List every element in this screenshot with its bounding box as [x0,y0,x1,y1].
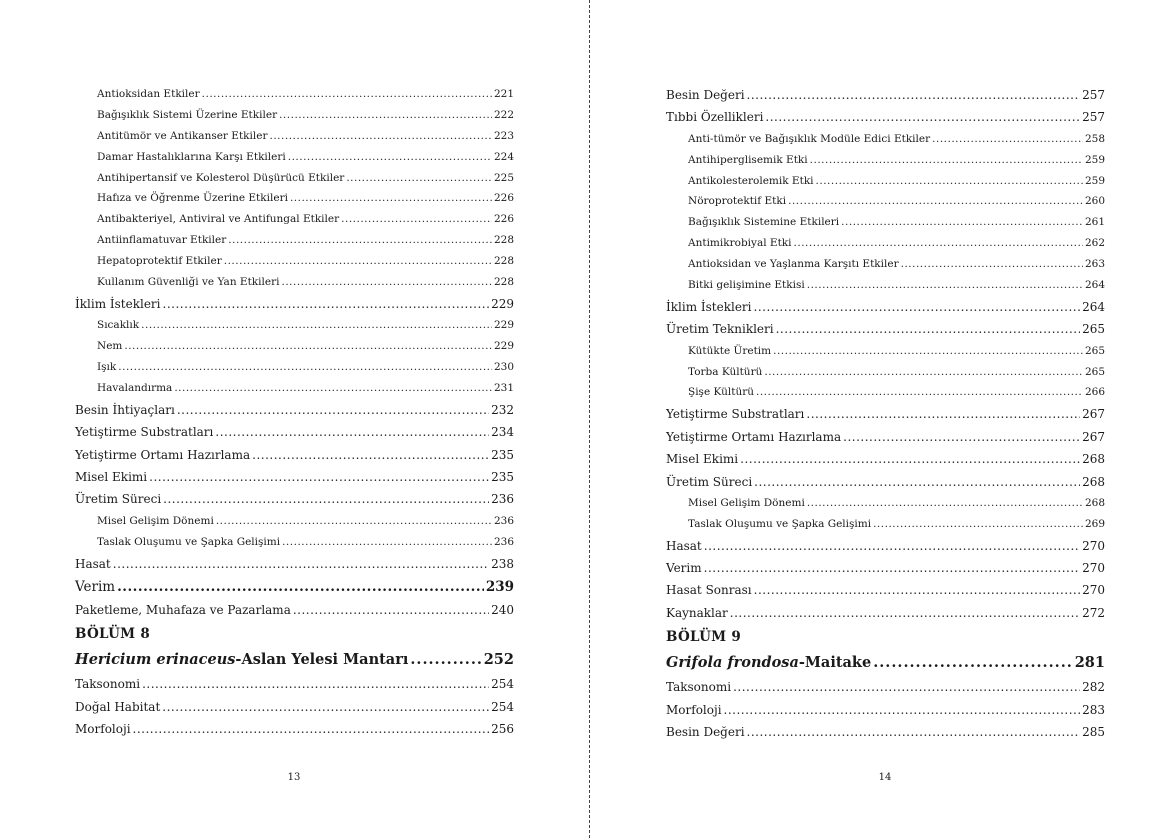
toc-list [75,84,514,741]
toc-entry[interactable]: Nöroprotektif Etki ..... 260 [666,191,1105,212]
toc-entry[interactable]: Üretim Teknikleri ..... 265 [666,318,1105,340]
common-name: -Aslan Yelesi Mantarı [235,651,409,669]
toc-entry[interactable]: Antioksidan ve Yaşlanma Karşıtı Etkiler ..... 263 [666,254,1105,275]
toc-list [666,84,1105,743]
toc-entry[interactable]: Hafıza ve Öğrenme Üzerine Etkileri ..... 226 [75,188,514,209]
toc-entry[interactable]: Taksonomi ..... 254 [75,673,514,695]
chapter-title-entry[interactable]: Grifola frondosa-Maitake ..... 281 [666,650,1105,676]
toc-entry[interactable]: Misel Ekimi ..... 268 [666,448,1105,470]
toc-entry[interactable]: Antibakteriyel, Antiviral ve Antifungal Etkiler ..... 226 [75,209,514,230]
toc-entry[interactable]: Yetiştirme Ortamı Hazırlama ..... 267 [666,426,1105,448]
toc-entry[interactable]: Hasat Sonrası ..... 270 [666,579,1105,601]
chapter-title-entry[interactable]: Hericium erinaceus-Aslan Yelesi Mantarı ..... 252 [75,647,514,673]
toc-entry[interactable]: Anti-tümör ve Bağışıklık Modüle Edici Etkiler ..... 258 [666,129,1105,150]
toc-entry[interactable]: İklim İstekleri ..... 229 [75,293,514,315]
toc-entry[interactable]: Nem ..... 229 [75,336,514,357]
page-number: 13 [287,772,301,783]
toc-entry[interactable]: Hepatoprotektif Etkiler ..... 228 [75,251,514,272]
toc-entry[interactable]: Bağışıklık Sistemi Üzerine Etkiler ..... 222 [75,105,514,126]
scientific-name: Grifola frondosa [666,654,799,672]
toc-entry[interactable]: İklim İstekleri ..... 264 [666,296,1105,318]
toc-entry[interactable]: Bitki gelişimine Etkisi ..... 264 [666,275,1105,296]
toc-entry[interactable]: Havalandırma ..... 231 [75,378,514,399]
toc-entry[interactable]: Besin Değeri ..... 285 [666,721,1105,743]
toc-entry[interactable]: Antitümör ve Antikanser Etkiler ..... 223 [75,126,514,147]
toc-entry[interactable]: Kaynaklar ..... 272 [666,602,1105,624]
toc-entry[interactable]: Verim ..... 239 [75,575,514,599]
toc-entry[interactable]: Verim ..... 270 [666,557,1105,579]
chapter-heading: BÖLÜM 8 [75,626,151,643]
toc-entry[interactable]: Kütükte Üretim ..... 265 [666,341,1105,362]
toc-entry[interactable]: Antikolesterolemik Etki ..... 259 [666,171,1105,192]
toc-entry[interactable]: Antihipertansif ve Kolesterol Düşürücü Etkiler ..... 225 [75,168,514,189]
toc-entry[interactable]: Yetiştirme Substratları ..... 267 [666,403,1105,425]
toc-entry[interactable]: Damar Hastalıklarına Karşı Etkileri ..... 224 [75,147,514,168]
toc-entry[interactable]: Taksonomi ..... 282 [666,676,1105,698]
page-divider [589,0,590,838]
toc-entry[interactable]: Besin Değeri ..... 257 [666,84,1105,106]
toc-entry[interactable]: Hasat ..... 238 [75,553,514,575]
toc-entry[interactable]: Taslak Oluşumu ve Şapka Gelişimi ..... 236 [75,532,514,553]
toc-entry[interactable]: Besin İhtiyaçları ..... 232 [75,399,514,421]
toc-entry[interactable]: Misel Gelişim Dönemi ..... 236 [75,511,514,532]
toc-entry[interactable]: Morfoloji ..... 256 [75,718,514,740]
toc-entry[interactable]: Üretim Süreci ..... 236 [75,488,514,510]
toc-entry[interactable]: Antimikrobiyal Etki ..... 262 [666,233,1105,254]
toc-entry[interactable]: Işık ..... 230 [75,357,514,378]
toc-entry[interactable]: Antioksidan Etkiler ..... 221 [75,84,514,105]
toc-entry[interactable]: Sıcaklık ..... 229 [75,315,514,336]
toc-entry[interactable]: Antihiperglisemik Etki ..... 259 [666,150,1105,171]
toc-entry[interactable]: Bağışıklık Sistemine Etkileri ..... 261 [666,212,1105,233]
toc-entry[interactable]: Şişe Kültürü ..... 266 [666,382,1105,403]
toc-entry[interactable]: Morfoloji ..... 283 [666,699,1105,721]
toc-entry[interactable]: Kullanım Güvenliği ve Yan Etkileri ..... 228 [75,272,514,293]
page-number: 14 [878,772,892,783]
toc-entry[interactable]: Antiinflamatuvar Etkiler ..... 228 [75,230,514,251]
toc-entry[interactable]: Hasat ..... 270 [666,535,1105,557]
toc-entry[interactable]: Tıbbi Özellikleri ..... 257 [666,106,1105,128]
toc-entry[interactable]: Misel Gelişim Dönemi ..... 268 [666,493,1105,514]
right-page [666,84,1105,743]
left-page [75,84,514,741]
scientific-name: Hericium erinaceus [75,651,236,669]
toc-entry[interactable]: Taslak Oluşumu ve Şapka Gelişimi ..... 269 [666,514,1105,535]
chapter-heading: BÖLÜM 9 [666,629,742,646]
toc-entry[interactable]: Yetiştirme Substratları ..... 234 [75,421,514,443]
toc-entry[interactable]: Doğal Habitat ..... 254 [75,696,514,718]
common-name: -Maitake [798,654,872,672]
toc-entry[interactable]: Üretim Süreci ..... 268 [666,471,1105,493]
toc-entry[interactable]: Yetiştirme Ortamı Hazırlama ..... 235 [75,444,514,466]
toc-entry[interactable]: Misel Ekimi ..... 235 [75,466,514,488]
toc-entry[interactable]: Torba Kültürü ..... 265 [666,362,1105,383]
toc-entry[interactable]: Paketleme, Muhafaza ve Pazarlama ..... 240 [75,599,514,621]
